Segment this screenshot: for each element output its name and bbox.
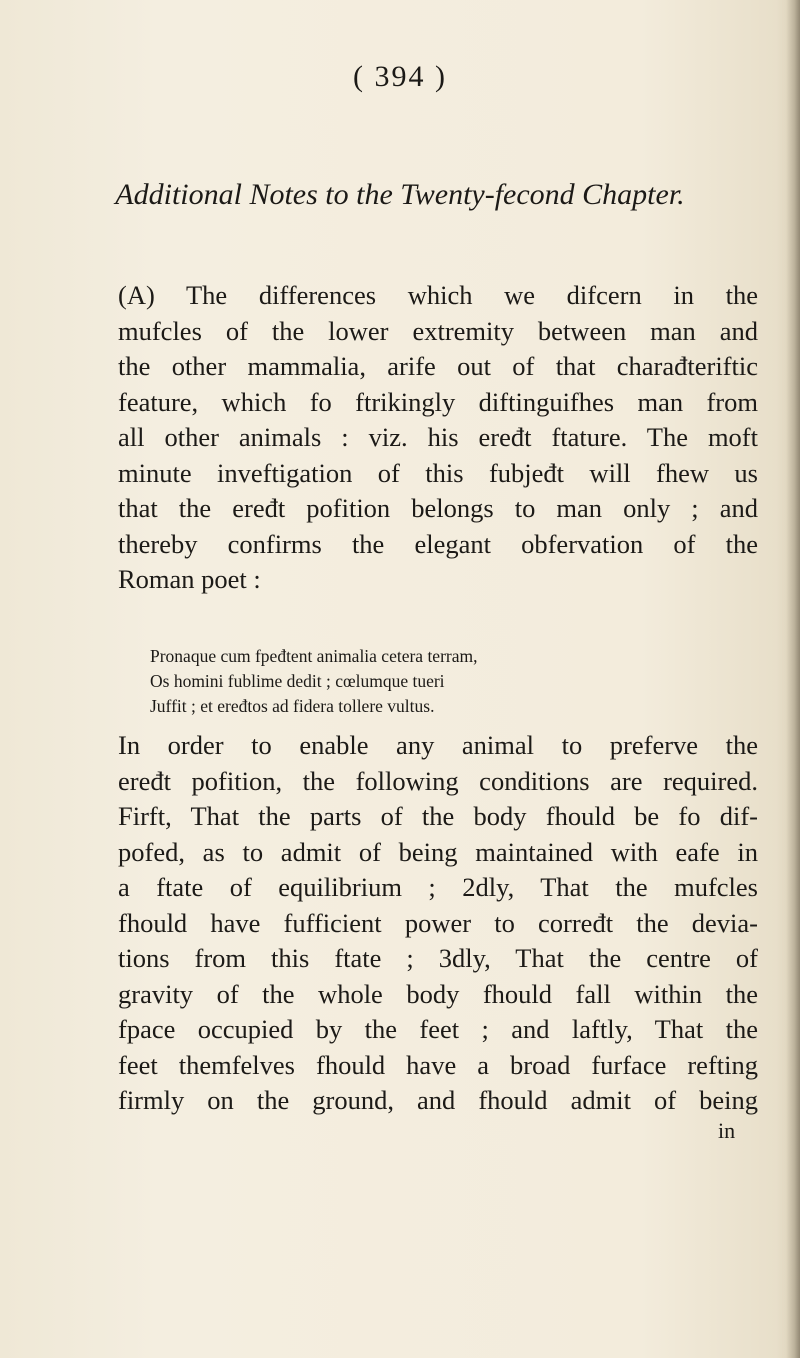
paragraph-line: mufcles of the lower extremity between man and bbox=[118, 315, 758, 346]
paragraph-line: feet themfelves fhould have a broad furface refting bbox=[118, 1049, 758, 1080]
paragraph-line: a ftate of equilibrium ; 2dly, That the mufcles bbox=[118, 872, 758, 902]
paragraph-line: gravity of the whole body fhould fall within the bbox=[118, 978, 758, 1009]
verse-line: Juffit ; et eređtos ad fidera tollere vultus. bbox=[150, 696, 435, 716]
paragraph-line: thereby confirms the elegant obfervation of the bbox=[118, 528, 758, 559]
paragraph-line: (A) The differences which we difcern in the bbox=[118, 280, 758, 310]
paragraph-line: tions from this ftate ; 3dly, That the centre of bbox=[118, 943, 758, 973]
paragraph-line: fpace occupied by the feet ; and laftly, That the bbox=[118, 1014, 758, 1044]
paragraph-b bbox=[118, 728, 758, 1119]
verse-line: Pronaque cum fpeđtent animalia cetera terram, bbox=[150, 646, 478, 666]
paragraph-line: firmly on the ground, and fhould admit of being bbox=[118, 1085, 758, 1115]
catchword: in bbox=[718, 1118, 736, 1143]
section-heading: Additional Notes to the Twenty-fecond Chapter. bbox=[115, 178, 685, 211]
paragraph-line: all other animals : viz. his eređt ftature. The moft bbox=[118, 422, 758, 452]
paragraph-line: eređt pofition, the following conditions are required. bbox=[118, 765, 758, 796]
latin-verse-quote bbox=[150, 644, 477, 719]
paragraph-line: minute inveftigation of this fubjeđt will fhew us bbox=[118, 457, 758, 488]
paragraph-line: pofed, as to admit of being maintained with eafe in bbox=[118, 836, 758, 867]
paragraph-line: the other mammalia, arife out of that charađteriftic bbox=[118, 351, 758, 381]
verse-line: Os homini fublime dedit ; cœlumque tueri bbox=[150, 671, 445, 691]
page-number: ( 394 ) bbox=[353, 60, 447, 93]
paragraph-line: that the eređt pofition belongs to man only ; and bbox=[118, 493, 758, 523]
paragraph-line: Firft, That the parts of the body fhould be fo dif- bbox=[118, 801, 758, 831]
paragraph-line: In order to enable any animal to preferve the bbox=[118, 730, 758, 760]
paragraph-line: fhould have fufficient power to corređt the devia- bbox=[118, 907, 758, 938]
paragraph-line: feature, which fo ftrikingly diftinguifhes man from bbox=[118, 386, 758, 417]
paragraph-a bbox=[118, 278, 758, 598]
paragraph-line: Roman poet : bbox=[118, 564, 261, 594]
